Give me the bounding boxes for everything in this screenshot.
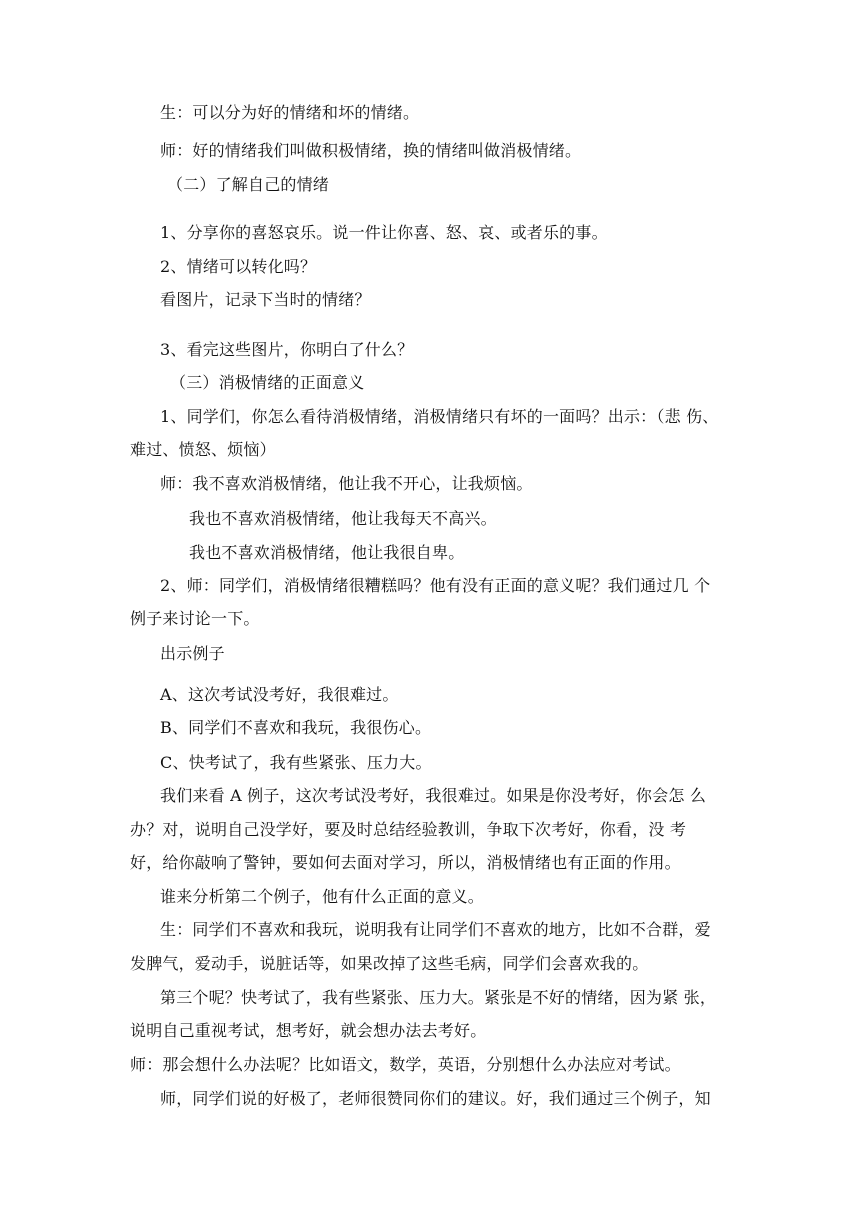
text-line: 我也不喜欢消极情绪，他让我每天不高兴。: [189, 509, 497, 528]
text-line: 看图片，记录下当时的情绪？: [160, 290, 371, 309]
text-line: 师，同学们说的好极了，老师很赞同你们的建议。好，我们通过三个例子，知: [160, 1089, 711, 1108]
text-line: 出示例子: [160, 644, 225, 663]
text-line: 师：我不喜欢消极情绪，他让我不开心，让我烦恼。: [160, 474, 533, 493]
text-line: 2、情绪可以转化吗？: [160, 257, 317, 276]
text-line: 难过、愤怒、烦恼）: [130, 440, 276, 459]
text-line: 生：同学们不喜欢和我玩，说明我有让同学们不喜欢的地方，比如不合群，爱: [160, 920, 711, 939]
text-line: 发脾气，爱动手，说脏话等，如果改掉了这些毛病，同学们会喜欢我的。: [130, 954, 649, 973]
text-line: B、同学们不喜欢和我玩，我很伤心。: [160, 718, 432, 737]
text-line: 2、师：同学们，消极情绪很糟糕吗？他有没有正面的意义呢？我们通过几 个: [160, 576, 711, 595]
text-line: 师：好的情绪我们叫做积极情绪，换的情绪叫做消极情绪。: [160, 141, 582, 160]
section-heading: （三）消极情绪的正面意义: [170, 373, 365, 392]
text-line: C、快考试了，我有些紧张、压力大。: [160, 753, 432, 772]
text-line: 说明自己重视考试，想考好，就会想办法去考好。: [130, 1021, 487, 1040]
text-line: 1、分享你的喜怒哀乐。说一件让你喜、怒、哀、或者乐的事。: [160, 223, 608, 242]
text-line: 3、看完这些图片，你明白了什么？: [160, 340, 414, 359]
text-line: 生：可以分为好的情绪和坏的情绪。: [160, 103, 420, 122]
section-heading: （二）了解自己的情绪: [167, 175, 330, 194]
text-line: 我也不喜欢消极情绪，他让我很自卑。: [189, 543, 465, 562]
text-line: 例子来讨论一下。: [130, 609, 260, 628]
text-line: 我们来看 A 例子，这次考试没考好，我很难过。如果是你没考好，你会怎 么: [160, 786, 707, 805]
text-line: 师：那会想什么办法呢？比如语文，数学，英语，分别想什么办法应对考试。: [130, 1055, 681, 1074]
text-line: A、这次考试没考好，我很难过。: [160, 685, 399, 704]
text-line: 好，给你敲响了警钟，要如何去面对学习，所以，消极情绪也有正面的作用。: [130, 853, 681, 872]
text-line: 1、同学们，你怎么看待消极情绪，消极情绪只有坏的一面吗？出示：（悲 伤、: [160, 407, 719, 426]
text-line: 第三个呢？快考试了，我有些紧张、压力大。紧张是不好的情绪，因为紧 张，: [160, 988, 717, 1007]
text-line: 办？对，说明自己没学好，要及时总结经验教训，争取下次考好，你看，没 考: [130, 820, 687, 839]
text-line: 谁来分析第二个例子，他有什么正面的意义。: [160, 887, 485, 906]
